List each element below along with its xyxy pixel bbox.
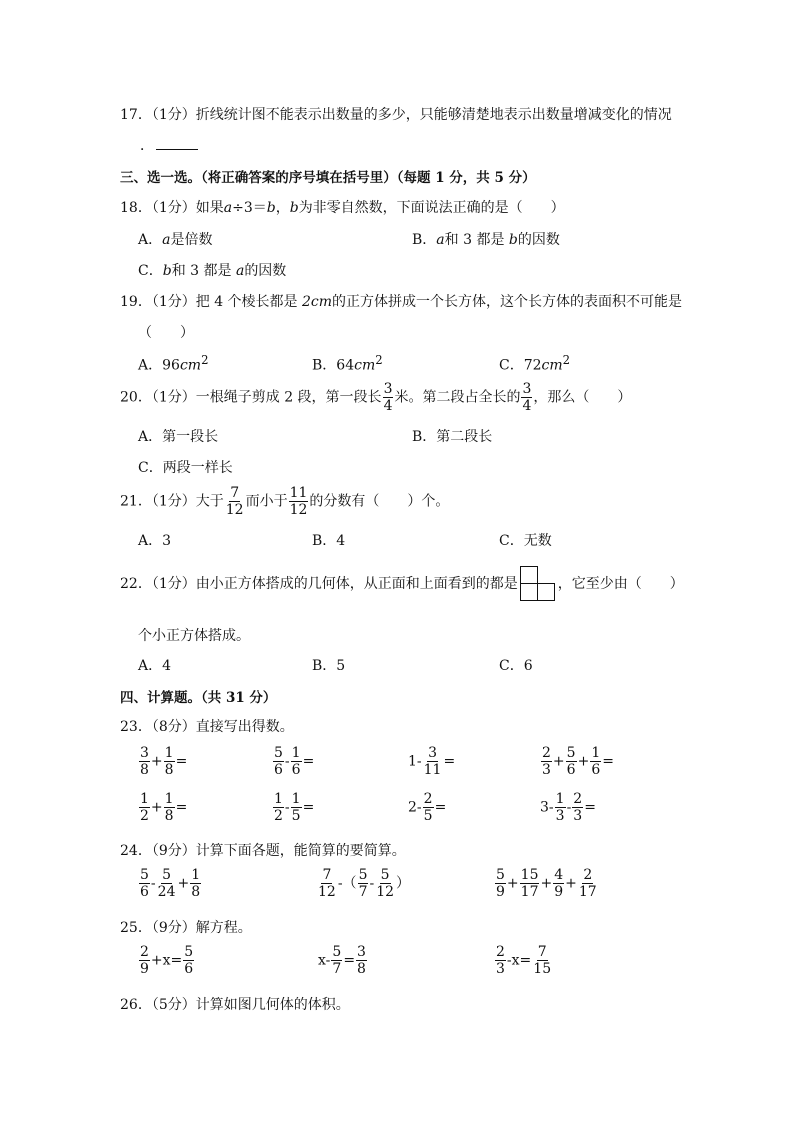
q22-number: 22． [120, 576, 152, 592]
q17-answer-blank[interactable] [156, 149, 198, 150]
q18-option-b-text1: 和 3 都是 [444, 232, 509, 248]
q18-option-c[interactable] [138, 260, 286, 280]
q21-fraction-1: $\frac{7}{12}$ [225, 485, 244, 518]
q23-expr-2: $\frac{5}{6}$ - $\frac{1}{6}$ = [274, 745, 315, 778]
q18-number: 18． [120, 200, 152, 216]
q20-fraction-2: $\frac{3}{4}$ [522, 381, 532, 414]
q23-expr-3: 1- $\frac{3}{11}$ = [408, 745, 456, 778]
q21-text2: 而小于 [245, 493, 288, 510]
q23-expr-7: 2- $\frac{2}{5}$ = [408, 791, 447, 824]
q17-answer-line [140, 135, 200, 155]
q23-text: 直接写出得数。 [195, 719, 294, 735]
q23-number: 23． [120, 719, 152, 735]
q21-score: （1分） [151, 493, 196, 510]
q22-option-b[interactable]: B．5 [312, 658, 346, 674]
q18-option-c-text1: 和 3 都是 [171, 263, 236, 279]
q23-expr-4: $\frac{2}{3}$ + $\frac{5}{6}$ + $\frac{1}{6}$ = [542, 745, 614, 778]
q18-option-b-var2: b [508, 232, 518, 248]
q19-option-c[interactable] [499, 353, 570, 375]
q19-option-a-sup: 2 [201, 353, 209, 367]
view-shape-icon [520, 566, 556, 602]
q24-text: 计算下面各题，能简算的要简算。 [195, 843, 406, 859]
q24-expr-2: $\frac{7}{12}$ -（ $\frac{5}{7}$ - $\frac{5}{12}$ ） [318, 867, 411, 900]
q18-option-c-var2: a [235, 263, 245, 279]
q20-option-b[interactable]: B．第二段长 [412, 429, 493, 445]
q17-number: 17． [120, 107, 152, 123]
q24-number: 24． [120, 843, 152, 859]
q21-option-a[interactable]: A．3 [138, 533, 172, 549]
q22-score: （1分） [151, 576, 196, 592]
q19-option-a-value: A．96 [138, 357, 180, 374]
q23-expr-1: $\frac{3}{8}$ + $\frac{1}{8}$ = [140, 745, 188, 778]
q21-text3: 的分数有（ ）个。 [309, 493, 450, 510]
q17-line [120, 104, 672, 124]
q20-text1: 一根绳子剪成 2 段，第一段长 [195, 389, 382, 406]
q17-score: （1分） [151, 107, 196, 123]
q25-equation-2: x- $\frac{5}{7}$ = $\frac{3}{8}$ [318, 944, 366, 977]
q19-score: （1分） [151, 294, 196, 310]
q25-line [120, 917, 252, 937]
q19-length: 2cm [302, 294, 333, 310]
q22-option-a[interactable]: A．4 [138, 658, 172, 674]
q23-score: （8分） [151, 719, 196, 735]
q19-option-c-sup: 2 [562, 353, 571, 367]
q19-paren[interactable]: （ ） [138, 325, 194, 341]
q18-option-a[interactable] [138, 229, 212, 249]
q18-option-b-text2: 的因数 [517, 232, 560, 248]
q22-text2: ，它至少由（ ） [557, 576, 684, 592]
q18-text-pre: 如果 [195, 200, 224, 216]
q26-line [120, 994, 350, 1014]
q18-option-a-text: 是倍数 [170, 232, 213, 248]
q18-option-a-label: A． [138, 232, 163, 248]
q19-option-b-unit: cm [354, 357, 376, 374]
q18-option-b[interactable] [412, 229, 560, 249]
q18-option-c-text2: 的因数 [244, 263, 287, 279]
q18-option-c-label: C． [138, 263, 163, 279]
q21-option-c[interactable]: C．无数 [499, 533, 552, 549]
q20-option-c[interactable]: C．两段一样长 [138, 460, 233, 476]
q17-text: 折线统计图不能表示出数量的多少，只能够清楚地表示出数量增减变化的情况 [195, 107, 672, 123]
q22-text1: 由小正方体搭成的几何体，从正面和上面看到的都是 [195, 576, 518, 592]
q18-score: （1分） [151, 200, 196, 216]
q22-line-2: 个小正方体搭成。 [138, 628, 250, 644]
q20-number: 20． [120, 389, 152, 406]
q19-option-b[interactable] [312, 353, 383, 375]
q19-option-b-value: B．64 [312, 357, 355, 374]
q23-expr-6: $\frac{1}{2}$ - $\frac{1}{5}$ = [274, 791, 315, 824]
q19-option-c-value: C．72 [499, 357, 542, 374]
q18-line [120, 197, 565, 217]
q19-text2: 的正方体拼成一个长方体，这个长方体的表面积不可能是 [332, 294, 683, 310]
q25-score: （9分） [151, 920, 196, 936]
q17-tail: ． [140, 138, 154, 154]
q18-op: ÷3＝ [232, 200, 267, 216]
q18-option-a-var: a [162, 232, 171, 248]
q23-line [120, 716, 294, 736]
q20-option-a[interactable]: A．第一段长 [138, 429, 219, 445]
q24-score: （9分） [151, 843, 196, 859]
q21-number: 21． [120, 493, 152, 510]
q19-line [120, 291, 682, 311]
q20-line [120, 382, 631, 413]
q21-line [120, 486, 449, 517]
q26-score: （5分） [151, 997, 196, 1013]
q19-option-c-unit: cm [541, 357, 563, 374]
q24-line [120, 840, 406, 860]
q19-option-b-sup: 2 [375, 353, 383, 367]
q18-var-b: b [266, 200, 276, 216]
q21-text1: 大于 [195, 493, 224, 510]
q19-text1: 把 4 个棱长都是 [195, 294, 303, 310]
q18-var-a: a [223, 200, 233, 216]
q20-fraction-1: $\frac{3}{4}$ [383, 381, 393, 414]
q18-option-b-label: B． [412, 232, 437, 248]
q20-text3: ，那么（ ） [533, 389, 632, 406]
q19-option-a[interactable] [138, 353, 208, 375]
q20-text2: 米。第二段占全长的 [394, 389, 521, 406]
q23-expr-5: $\frac{1}{2}$ + $\frac{1}{8}$ = [140, 791, 188, 824]
q25-equation-3: $\frac{2}{3}$ -x= $\frac{7}{15}$ [496, 944, 552, 977]
q24-expr-3: $\frac{5}{9}$ + $\frac{15}{17}$ + $\frac{4}{9}$ + $\frac{2}{17}$ [496, 867, 597, 900]
q18-var-b2: b [289, 200, 299, 216]
section-4-title: 四、计算题。（共 31 分） [120, 690, 277, 706]
q24-expr-1: $\frac{5}{6}$ - $\frac{5}{24}$ + $\frac{1}{8}$ [140, 867, 201, 900]
q18-text-post: 为非零自然数，下面说法正确的是（ ） [298, 200, 565, 216]
q20-score: （1分） [151, 389, 196, 406]
q21-option-b[interactable]: B．4 [312, 533, 346, 549]
q19-option-a-unit: cm [179, 357, 202, 374]
q25-text: 解方程。 [195, 920, 252, 936]
q22-option-c[interactable]: C．6 [499, 658, 533, 674]
q22-line [120, 566, 684, 602]
q25-equation-1: $\frac{2}{9}$ +x= $\frac{5}{6}$ [140, 944, 194, 977]
q23-expr-8: 3- $\frac{1}{3}$ - $\frac{2}{3}$ = [540, 791, 596, 824]
q25-number: 25． [120, 920, 152, 936]
q26-text: 计算如图几何体的体积。 [195, 997, 350, 1013]
section-3-title: 三、选一选。（将正确答案的序号填在括号里）（每题 1 分，共 5 分） [120, 170, 536, 186]
q18-option-b-var: a [436, 232, 445, 248]
q18-option-c-var: b [162, 263, 172, 279]
q18-mid: ， [275, 200, 290, 216]
q19-number: 19． [120, 294, 152, 310]
q26-number: 26． [120, 997, 152, 1013]
q21-fraction-2: $\frac{11}{12}$ [289, 485, 308, 518]
